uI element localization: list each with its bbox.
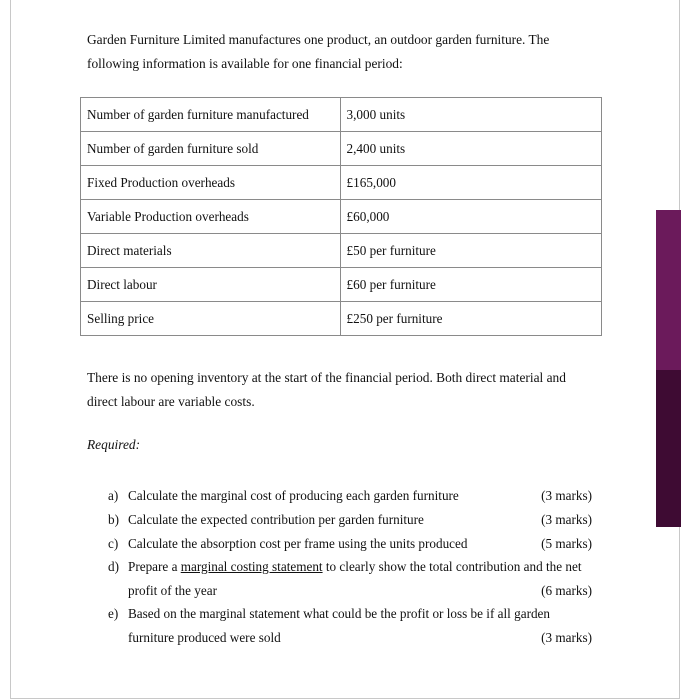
question-a xyxy=(108,484,598,508)
question-letter: a) xyxy=(108,488,119,503)
question-d xyxy=(108,555,598,603)
question-marks: (6 marks) xyxy=(541,583,592,598)
table-row xyxy=(81,166,602,200)
question-text: Calculate the absorption cost per frame using the units produced xyxy=(128,536,468,551)
table-row xyxy=(81,98,602,132)
question-text-post: to clearly show the total contribution and the net xyxy=(322,559,582,574)
table-row xyxy=(81,302,602,336)
note-paragraph xyxy=(87,366,607,414)
side-color-bar-top xyxy=(656,210,681,370)
question-text-line-2: profit of the year xyxy=(128,583,217,598)
table-cell-label: Fixed Production overheads xyxy=(81,166,341,200)
table-cell-label: Direct materials xyxy=(81,234,341,268)
table-row xyxy=(81,234,602,268)
table-cell-label: Selling price xyxy=(81,302,341,336)
question-marks: (5 marks) xyxy=(541,536,592,551)
question-e xyxy=(108,602,598,650)
required-heading: Required: xyxy=(87,437,141,452)
note-line-1: There is no opening inventory at the start of the financial period. Both direct material and xyxy=(87,370,566,385)
question-text: Calculate the expected contribution per garden furniture xyxy=(128,512,424,527)
question-text-pre: Prepare a xyxy=(128,559,181,574)
table-row xyxy=(81,268,602,302)
question-text-line-2: furniture produced were sold xyxy=(128,630,281,645)
table-cell-label: Variable Production overheads xyxy=(81,200,341,234)
table-cell-label: Number of garden furniture manufactured xyxy=(81,98,341,132)
table-cell-label: Number of garden furniture sold xyxy=(81,132,341,166)
question-letter: d) xyxy=(108,559,119,574)
question-text: Based on the marginal statement what could be the profit or loss be if all garden xyxy=(128,606,551,621)
side-color-bar-bottom xyxy=(656,370,681,527)
question-letter: c) xyxy=(108,536,119,551)
intro-line-1: Garden Furniture Limited manufactures one product, an outdoor garden furniture. The xyxy=(87,32,550,47)
intro-line-2: following information is available for one financial period: xyxy=(87,56,403,71)
table-cell-value: £50 per furniture xyxy=(340,234,601,268)
table-row xyxy=(81,132,602,166)
question-letter: e) xyxy=(108,606,119,621)
question-c xyxy=(108,532,598,556)
question-b xyxy=(108,508,598,532)
table-cell-value: 3,000 units xyxy=(340,98,601,132)
intro-paragraph xyxy=(87,28,587,76)
question-marks: (3 marks) xyxy=(541,488,592,503)
question-text: Calculate the marginal cost of producing each garden furniture xyxy=(128,488,459,503)
question-marks: (3 marks) xyxy=(541,630,592,645)
marginal-costing-statement-term: marginal costing statement xyxy=(180,559,323,574)
financial-data-table xyxy=(80,97,602,336)
question-text xyxy=(128,555,582,579)
table-cell-value: 2,400 units xyxy=(340,132,601,166)
table-cell-value: £165,000 xyxy=(340,166,601,200)
question-marks: (3 marks) xyxy=(541,512,592,527)
table-row xyxy=(81,200,602,234)
question-letter: b) xyxy=(108,512,119,527)
table-cell-value: £250 per furniture xyxy=(340,302,601,336)
note-line-2: direct labour are variable costs. xyxy=(87,394,255,409)
table-cell-value: £60 per furniture xyxy=(340,268,601,302)
table-cell-value: £60,000 xyxy=(340,200,601,234)
table-cell-label: Direct labour xyxy=(81,268,341,302)
